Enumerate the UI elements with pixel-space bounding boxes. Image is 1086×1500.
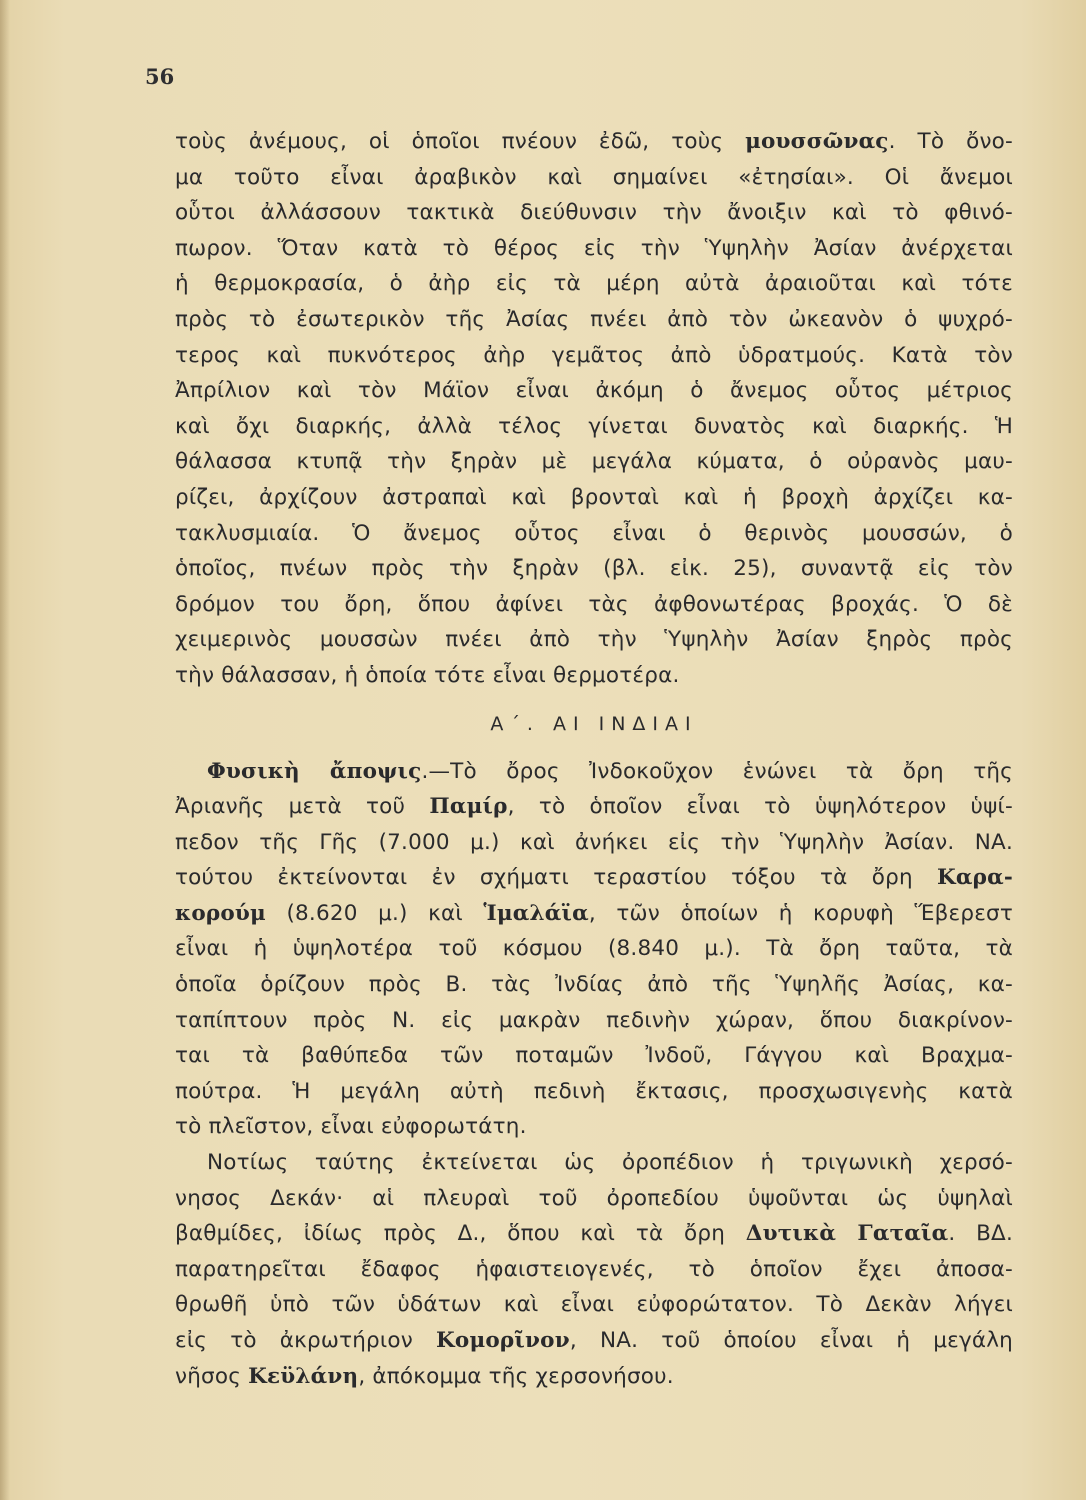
text-line [175,516,1013,552]
text-run: καὶ ὄχι διαρκής, ἀλλὰ τέλος γίνεται δυνατὸς καὶ διαρκής. Ἡ [175,413,1013,439]
text-line [175,789,1013,825]
text-line [175,967,1013,1003]
text-line [175,231,1013,267]
text-run: . Τὸ ὄνο- [888,129,1013,154]
text-line [175,622,1013,658]
bold-term: Κομορῖνον [436,1328,570,1353]
section-heading: Α΄. ΑΙ ΙΝΔΙΑΙ [490,712,698,735]
text-run: μα τοῦτο εἶναι ἀραβικὸν καὶ σημαίνει «ἐτησίαι». Οἱ ἄνεμοι [175,164,1013,190]
text-run: οὗτοι ἀλλάσσουν τακτικὰ διεύθυνσιν τὴν ἄνοιξιν καὶ τὸ φθινό- [175,200,1013,226]
text-line [175,373,1013,409]
text-run: πωρον. Ὅταν κατὰ τὸ θέρος εἰς τὴν Ὑψηλὴν Ἀσίαν ἀνέρχεται [175,235,1013,261]
text-run: δρόμον του ὄρη, ὅπου ἀφίνει τὰς ἀφθονωτέρας βροχάς. Ὁ δὲ [175,591,1013,617]
text-run: τούτου ἐκτείνονται ἐν σχήματι τεραστίου τόξου τὰ ὄρη [175,865,937,891]
text-line [175,444,1013,480]
text-line [175,754,1013,790]
text-run: ταπίπτουν πρὸς Ν. εἰς μακρὰν πεδινὴν χώραν, ὅπου διακρίνον- [175,1007,1013,1033]
bold-term: Δυτικὰ Γαταῖα [745,1221,949,1247]
text-line [175,124,1013,160]
text-run: παρατηρεῖται ἔδαφος ἡφαιστειογενές, τὸ ὁποῖον ἔχει ἀποσα- [175,1256,1013,1282]
text-run: (8.620 μ.) καὶ [265,900,484,926]
text-run: πεδον τῆς Γῆς (7.000 μ.) καὶ ἀνήκει εἰς τὴν Ὑψηλὴν Ἀσίαν. ΝΑ. [175,829,1013,855]
body-text [175,124,1013,1394]
text-run: θάλασσα κτυπᾷ τὴν ξηρὰν μὲ μεγάλα κύματα, ὁ οὐρανὸς μαυ- [175,449,1013,475]
text-run: χειμερινὸς μουσσὼν πνέει ἀπὸ τὴν Ὑψηλὴν Ἀσίαν ξηρὸς πρὸς [175,627,1013,653]
text-line [175,1038,1013,1074]
bold-term: Φυσικὴ ἄποψις [207,758,422,784]
paragraph-deccan [175,1145,1013,1394]
text-run: θρωθῆ ὑπὸ τῶν ὑδάτων καὶ εἶναι εὐφορώτατον. Τὸ Δεκὰν λήγει [175,1292,1013,1318]
text-line [175,266,1013,302]
text-line [175,160,1013,196]
bold-term: μουσσῶνας [745,129,889,154]
text-line [175,1359,1013,1395]
text-run: βαθμίδες, ἰδίως πρὸς Δ., ὅπου καὶ τὰ ὄρη [175,1221,746,1247]
text-run: νησος Δεκάν· αἱ πλευραὶ τοῦ ὀροπεδίου ὑψοῦνται ὡς ὑψηλαὶ [175,1185,1013,1211]
text-line [175,1145,1013,1181]
text-run: πούτρα. Ἡ μεγάλη αὐτὴ πεδινὴ ἔκτασις, προσχωσιγενὴς κατὰ [175,1078,1013,1104]
text-line [175,338,1013,374]
paragraph-monsoons [175,124,1013,694]
text-run: πρὸς τὸ ἐσωτερικὸν τῆς Ἀσίας πνέει ἀπὸ τὸν ὠκεανὸν ὁ ψυχρό- [175,306,1013,332]
text-run: . ΒΔ. [948,1221,1014,1247]
text-line [175,1216,1013,1252]
bold-term: Κεϋλάνη [248,1363,359,1389]
text-run: Νοτίως ταύτης ἐκτείνεται ὡς ὀροπέδιον ἡ τριγωνικὴ χερσό- [207,1150,1013,1176]
text-line [175,825,1013,861]
text-run: , τὸ ὁποῖον εἶναι τὸ ὑψηλότερον ὑψί- [507,794,1013,820]
text-line [175,1287,1013,1323]
text-line [175,658,1013,694]
text-line [175,931,1013,967]
text-run: νῆσος [175,1363,249,1389]
text-line [175,896,1013,932]
text-line [175,1109,1013,1145]
text-line [175,480,1013,516]
paragraph-physical-aspect [175,754,1013,1146]
text-run: , τῶν ὁποίων ἡ κορυφὴ Ἕβερεστ [588,900,1014,926]
text-line [175,1252,1013,1288]
bold-term: Ἱμαλάϊα [483,900,589,926]
text-run: εἰς τὸ ἀκρωτήριον [175,1328,437,1353]
text-run: ται τὰ βαθύπεδα τῶν ποταμῶν Ἰνδοῦ, Γάγγου καὶ Βραχμα- [175,1043,1013,1069]
text-line [175,195,1013,231]
page-number: 56 [145,64,175,89]
text-run: ἡ θερμοκρασία, ὁ ἀὴρ εἰς τὰ μέρη αὐτὰ ἀραιοῦται καὶ τότε [175,271,1013,297]
text-run: Ἀπρίλιον καὶ τὸν Μάϊον εἶναι ἀκόμη ὁ ἄνεμος οὗτος μέτριος [175,378,1013,404]
text-line [175,551,1013,587]
text-line [175,1323,1013,1359]
text-line [175,1181,1013,1217]
text-run: , ΝΑ. τοῦ ὁποίου εἶναι ἡ μεγάλη [569,1328,1013,1353]
text-run: Ἀριανῆς μετὰ τοῦ [175,794,430,820]
text-run: εἶναι ἡ ὑψηλοτέρα τοῦ κόσμου (8.840 μ.). Τὰ ὄρη ταῦτα, τὰ [175,936,1013,962]
text-line [175,1003,1013,1039]
text-line [175,409,1013,445]
text-run: .—Τὸ ὄρος Ἰνδοκοῦχον ἑνώνει τὰ ὄρη τῆς [421,758,1013,784]
text-line [175,587,1013,623]
bold-term: Καρα- [937,865,1013,891]
text-run: ὁποῖος, πνέων πρὸς τὴν ξηρὰν (βλ. εἰκ. 25), συναντᾷ εἰς τὸν [175,556,1013,582]
text-run: τακλυσμιαία. Ὁ ἄνεμος οὗτος εἶναι ὁ θερινὸς μουσσών, ὁ [175,520,1013,546]
bold-term: Παμίρ [429,794,508,820]
text-line [175,1074,1013,1110]
text-run: τοὺς ἀνέμους, οἱ ὁποῖοι πνέουν ἐδῶ, τοὺς [175,129,746,154]
text-run: , ἀπόκομμα τῆς χερσονήσου. [358,1363,674,1389]
text-run: ὁποῖα ὁρίζουν πρὸς Β. τὰς Ἰνδίας ἀπὸ τῆς Ὑψηλῆς Ἀσίας, κα- [175,972,1013,998]
text-run: ρίζει, ἀρχίζουν ἀστραπαὶ καὶ βρονταὶ καὶ ἡ βροχὴ ἀρχίζει κα- [175,484,1013,510]
text-run: τὴν θάλασσαν, ἡ ὁποία τότε εἶναι θερμοτέρα. [175,662,680,688]
binding-shadow [0,0,10,1500]
text-run: τερος καὶ πυκνότερος ἀὴρ γεμᾶτος ἀπὸ ὑδρατμούς. Κατὰ τὸν [175,342,1013,368]
bold-term: κορούμ [175,900,266,926]
text-line [175,302,1013,338]
text-line [175,860,1013,896]
text-run: τὸ πλεῖστον, εἶναι εὐφορωτάτη. [175,1114,527,1140]
